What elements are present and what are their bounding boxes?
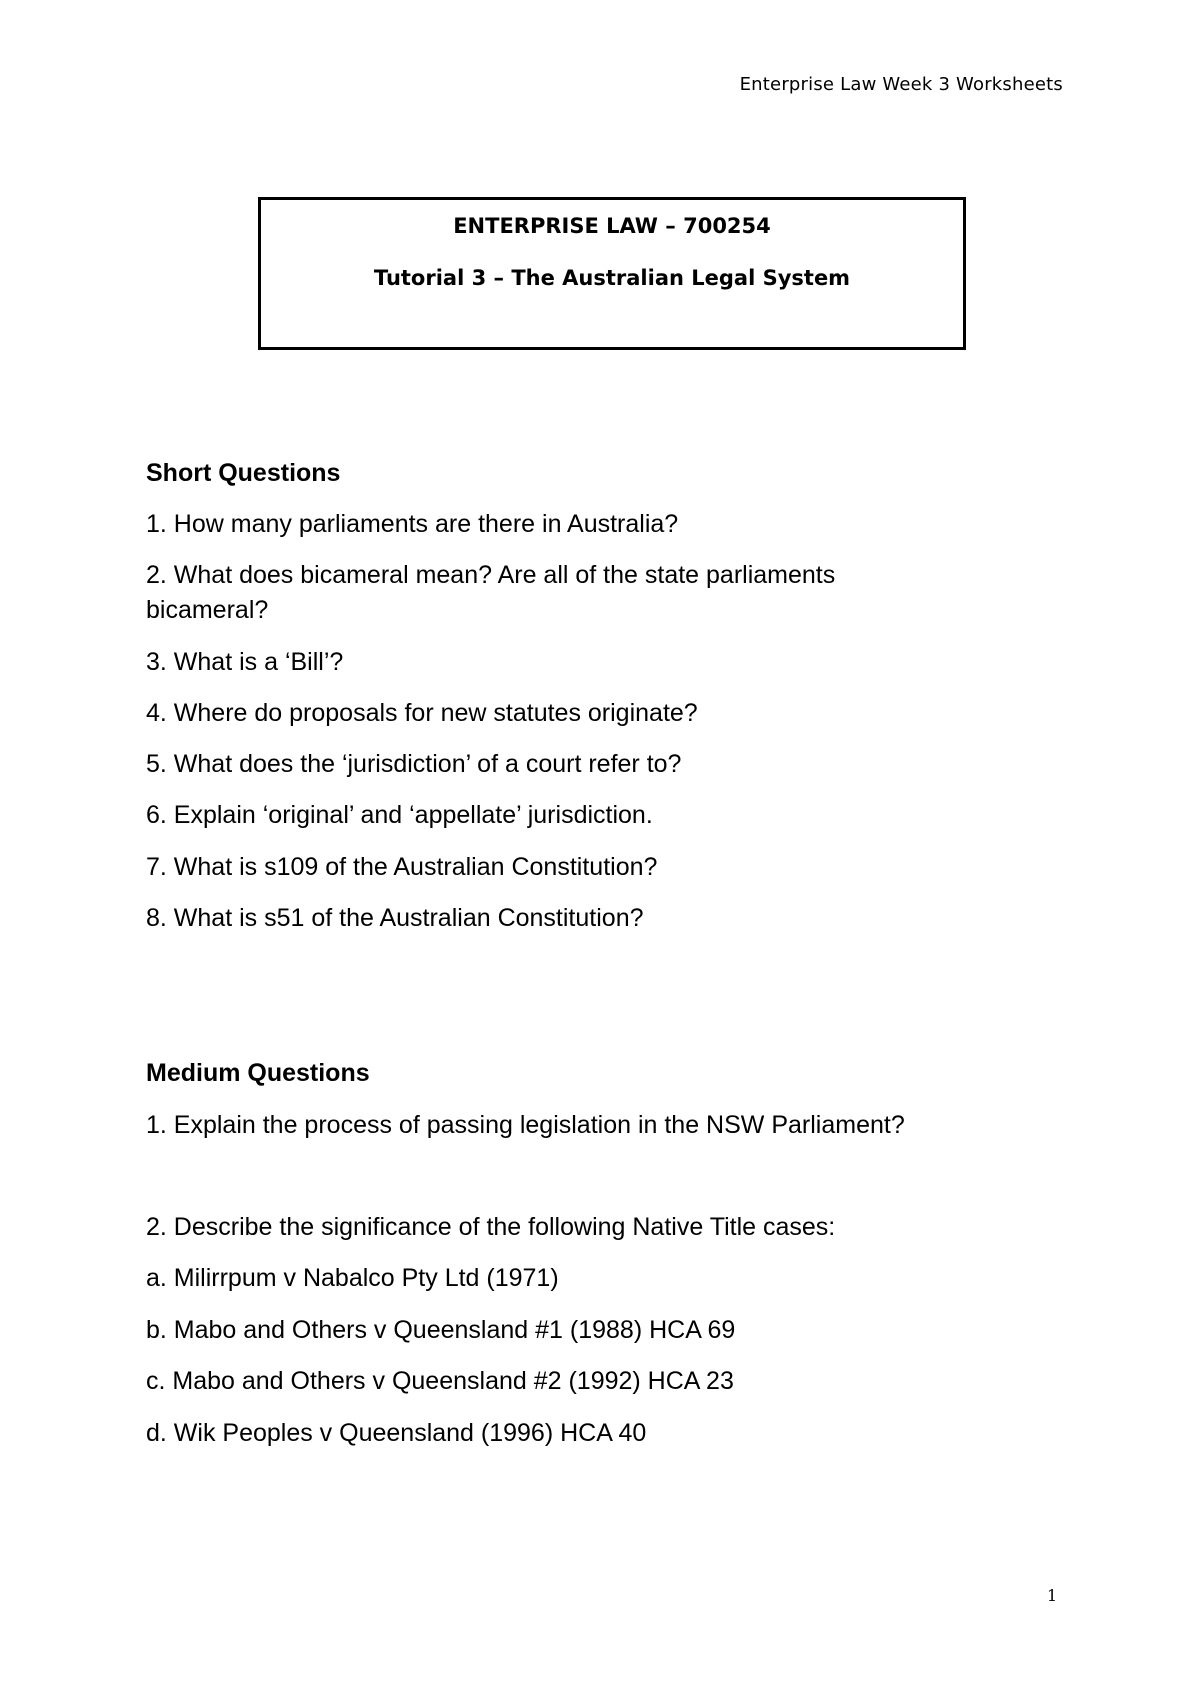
case-item-a: a. Milirrpum v Nabalco Pty Ltd (1971) (146, 1264, 559, 1292)
case-item-b: b. Mabo and Others v Queensland #1 (1988) HCA 69 (146, 1316, 736, 1344)
short-question-6: 6. Explain ‘original’ and ‘appellate’ jurisdiction. (146, 801, 653, 829)
tutorial-title: Tutorial 3 – The Australian Legal System (373, 266, 851, 290)
case-item-d: d. Wik Peoples v Queensland (1996) HCA 40 (146, 1419, 647, 1447)
short-question-2: 2. What does bicameral mean? Are all of the state parliaments (146, 561, 836, 589)
medium-questions-section (146, 1055, 1046, 1091)
short-question-1: 1. How many parliaments are there in Australia? (146, 510, 679, 538)
medium-questions-heading: Medium Questions (146, 1059, 370, 1087)
short-questions-section (146, 455, 1046, 491)
medium-question-1: 1. Explain the process of passing legislation in the NSW Parliament? (146, 1111, 905, 1139)
running-header: Enterprise Law Week 3 Worksheets (739, 74, 1063, 95)
short-questions-heading: Short Questions (146, 459, 341, 487)
medium-question-2: 2. Describe the significance of the following Native Title cases: (146, 1213, 836, 1241)
short-question-2-continued: bicameral? (146, 596, 269, 624)
title-box (258, 197, 966, 350)
short-question-8: 8. What is s51 of the Australian Constitution? (146, 904, 644, 932)
course-title: ENTERPRISE LAW – 700254 (453, 214, 771, 238)
short-question-3: 3. What is a ‘Bill’? (146, 648, 344, 676)
short-question-5: 5. What does the ‘jurisdiction’ of a court refer to? (146, 750, 682, 778)
short-question-4: 4. Where do proposals for new statutes originate? (146, 699, 698, 727)
short-question-7: 7. What is s109 of the Australian Constitution? (146, 853, 658, 881)
page-number: 1 (1047, 1586, 1058, 1605)
case-item-c: c. Mabo and Others v Queensland #2 (1992) HCA 23 (146, 1367, 734, 1395)
